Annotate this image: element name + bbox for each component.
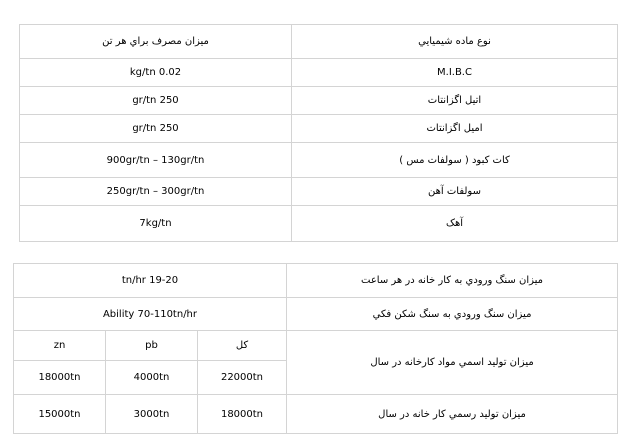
pb-official-value: 3000tn (133, 408, 170, 420)
table-border (13, 433, 618, 434)
chemical-cell: كات كبود ( سولفات مس ) (399, 154, 510, 166)
crusher-input-value: Ability 70-110tn/hr (102, 308, 198, 320)
consumption-cell: kg/tn 0.02 (129, 67, 182, 78)
official-production-label: ميزان توليد رسمي كار خانه در سال (378, 408, 526, 420)
consumption-cell: 900gr/tn – 130gr/tn (106, 154, 205, 166)
total-nominal-value: 22000tn (220, 372, 264, 383)
table-border (617, 24, 618, 242)
consumption-cell: gr/tn 250 (132, 95, 179, 106)
chemical-cell: اميل اگزانتات (426, 123, 483, 134)
hourly-input-label: ميزان سنگ ورودي به كار خانه در هر ساعت (361, 275, 543, 286)
zn-header: zn (53, 340, 66, 351)
pb-nominal-value: 4000tn (133, 372, 170, 383)
chemical-cell: سولفات آهن (428, 186, 481, 197)
table-border (617, 263, 618, 434)
consumption-cell: gr/tn 250 (132, 123, 179, 134)
total-official-value: 18000tn (220, 408, 264, 420)
chemical-cell: M.I.B.C (437, 67, 472, 78)
header-chemical-type: نوع ماده شيميايي (418, 36, 491, 47)
consumption-cell: 250gr/tn – 300gr/tn (106, 186, 205, 197)
nominal-production-label: ميزان توليد اسمي مواد كارخانه در سال (370, 357, 534, 368)
hourly-input-value: tn/hr 19-20 (121, 275, 179, 286)
total-header: کل (235, 340, 249, 351)
consumption-cell: 7kg/tn (139, 218, 172, 229)
chemical-cell: آهک (446, 218, 464, 229)
header-consumption: ميزان مصرف براي هر تن (102, 36, 209, 47)
chemical-cell: اتيل اگزانتات (427, 95, 482, 106)
zn-official-value: 15000tn (38, 408, 81, 420)
crusher-input-label: ميزان سنگ ورودي به سنگ شكن فكي (372, 308, 532, 320)
zn-nominal-value: 18000tn (38, 372, 81, 383)
pb-header: pb (145, 340, 158, 351)
table-border (19, 241, 618, 242)
